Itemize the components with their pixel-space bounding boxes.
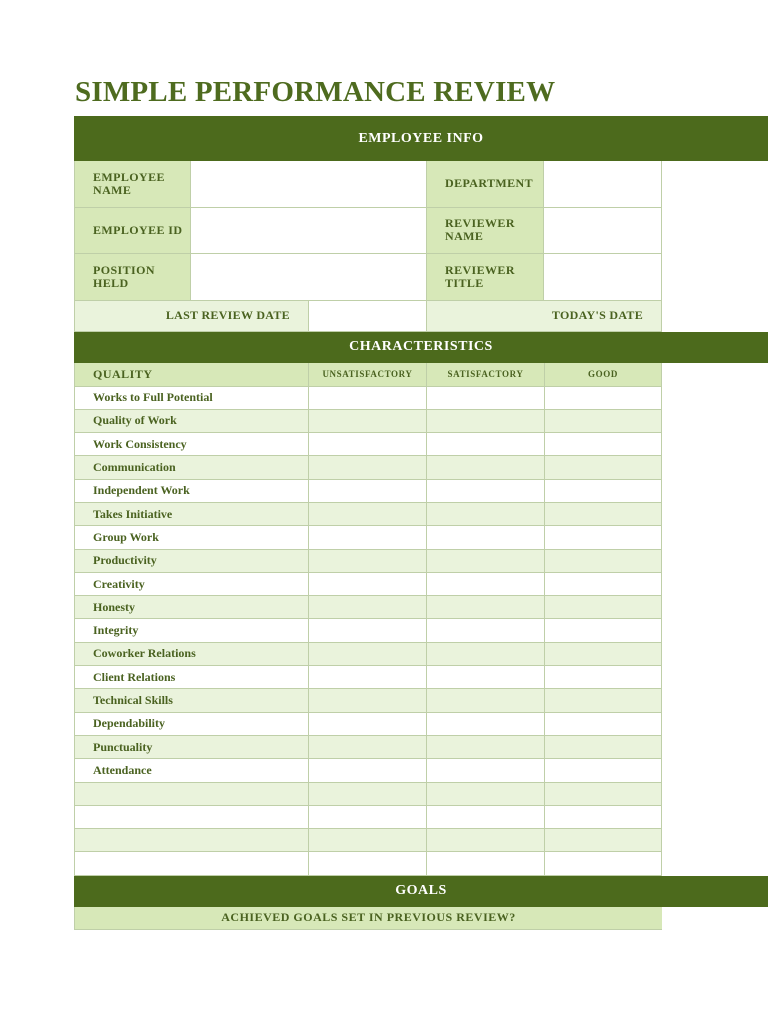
quality-row xyxy=(74,433,662,456)
quality-name: Takes Initiative xyxy=(74,503,309,526)
review-form xyxy=(74,116,662,930)
info-row-1 xyxy=(74,161,662,208)
characteristics-header: CHARACTERISTICS xyxy=(74,332,768,363)
column-quality: QUALITY xyxy=(74,363,309,387)
good-cell[interactable] xyxy=(545,456,662,479)
good-cell[interactable] xyxy=(545,852,662,875)
good-cell[interactable] xyxy=(545,433,662,456)
unsatisfactory-cell[interactable] xyxy=(309,666,427,689)
unsatisfactory-cell[interactable] xyxy=(309,433,427,456)
goals-subheader: ACHIEVED GOALS SET IN PREVIOUS REVIEW? xyxy=(74,907,662,930)
column-good: GOOD xyxy=(545,363,662,387)
quality-name xyxy=(74,783,309,806)
employee-id-field[interactable] xyxy=(191,208,427,255)
last-review-date-field[interactable] xyxy=(309,301,427,332)
satisfactory-cell[interactable] xyxy=(427,410,545,433)
employee-name-label: EMPLOYEE NAME xyxy=(74,161,191,208)
quality-name: Attendance xyxy=(74,759,309,782)
department-field[interactable] xyxy=(544,161,662,208)
employee-name-field[interactable] xyxy=(191,161,427,208)
quality-row xyxy=(74,550,662,573)
quality-row xyxy=(74,713,662,736)
quality-name: Group Work xyxy=(74,526,309,549)
good-cell[interactable] xyxy=(545,410,662,433)
position-held-label: POSITION HELD xyxy=(74,254,191,301)
satisfactory-cell[interactable] xyxy=(427,456,545,479)
unsatisfactory-cell[interactable] xyxy=(309,526,427,549)
satisfactory-cell[interactable] xyxy=(427,713,545,736)
quality-row xyxy=(74,689,662,712)
dates-row xyxy=(74,301,662,332)
unsatisfactory-cell[interactable] xyxy=(309,783,427,806)
good-cell[interactable] xyxy=(545,387,662,410)
department-label: DEPARTMENT xyxy=(427,161,544,208)
good-cell[interactable] xyxy=(545,526,662,549)
unsatisfactory-cell[interactable] xyxy=(309,596,427,619)
good-cell[interactable] xyxy=(545,503,662,526)
position-held-field[interactable] xyxy=(191,254,427,301)
quality-row xyxy=(74,619,662,642)
good-cell[interactable] xyxy=(545,806,662,829)
satisfactory-cell[interactable] xyxy=(427,783,545,806)
page-title: SIMPLE PERFORMANCE REVIEW xyxy=(75,76,556,108)
quality-name xyxy=(74,829,309,852)
good-cell[interactable] xyxy=(545,759,662,782)
unsatisfactory-cell[interactable] xyxy=(309,480,427,503)
employee-info-header: EMPLOYEE INFO xyxy=(74,116,768,161)
quality-row xyxy=(74,736,662,759)
satisfactory-cell[interactable] xyxy=(427,596,545,619)
quality-row xyxy=(74,806,662,829)
quality-name: Work Consistency xyxy=(74,433,309,456)
quality-name: Communication xyxy=(74,456,309,479)
todays-date-label: TODAY'S DATE xyxy=(427,301,662,332)
unsatisfactory-cell[interactable] xyxy=(309,829,427,852)
unsatisfactory-cell[interactable] xyxy=(309,806,427,829)
satisfactory-cell[interactable] xyxy=(427,573,545,596)
quality-name: Punctuality xyxy=(74,736,309,759)
unsatisfactory-cell[interactable] xyxy=(309,852,427,875)
quality-row xyxy=(74,573,662,596)
good-cell[interactable] xyxy=(545,783,662,806)
quality-name: Creativity xyxy=(74,573,309,596)
info-row-2 xyxy=(74,208,662,255)
good-cell[interactable] xyxy=(545,713,662,736)
satisfactory-cell[interactable] xyxy=(427,619,545,642)
satisfactory-cell[interactable] xyxy=(427,666,545,689)
satisfactory-cell[interactable] xyxy=(427,643,545,666)
unsatisfactory-cell[interactable] xyxy=(309,689,427,712)
good-cell[interactable] xyxy=(545,550,662,573)
unsatisfactory-cell[interactable] xyxy=(309,503,427,526)
characteristics-column-headers xyxy=(74,363,662,387)
quality-row xyxy=(74,643,662,666)
reviewer-name-field[interactable] xyxy=(544,208,662,255)
reviewer-title-label: REVIEWER TITLE xyxy=(427,254,544,301)
satisfactory-cell[interactable] xyxy=(427,480,545,503)
quality-row xyxy=(74,852,662,875)
good-cell[interactable] xyxy=(545,736,662,759)
quality-row xyxy=(74,503,662,526)
satisfactory-cell[interactable] xyxy=(427,433,545,456)
quality-name: Works to Full Potential xyxy=(74,387,309,410)
quality-row xyxy=(74,387,662,410)
unsatisfactory-cell[interactable] xyxy=(309,573,427,596)
quality-name: Honesty xyxy=(74,596,309,619)
satisfactory-cell[interactable] xyxy=(427,806,545,829)
satisfactory-cell[interactable] xyxy=(427,526,545,549)
unsatisfactory-cell[interactable] xyxy=(309,410,427,433)
reviewer-title-field[interactable] xyxy=(544,254,662,301)
last-review-date-label: LAST REVIEW DATE xyxy=(74,301,309,332)
good-cell[interactable] xyxy=(545,619,662,642)
unsatisfactory-cell[interactable] xyxy=(309,619,427,642)
satisfactory-cell[interactable] xyxy=(427,829,545,852)
unsatisfactory-cell[interactable] xyxy=(309,387,427,410)
unsatisfactory-cell[interactable] xyxy=(309,713,427,736)
quality-row xyxy=(74,526,662,549)
satisfactory-cell[interactable] xyxy=(427,387,545,410)
employee-id-label: EMPLOYEE ID xyxy=(74,208,191,255)
quality-name xyxy=(74,806,309,829)
quality-row xyxy=(74,783,662,806)
quality-name: Technical Skills xyxy=(74,689,309,712)
good-cell[interactable] xyxy=(545,666,662,689)
quality-row xyxy=(74,666,662,689)
satisfactory-cell[interactable] xyxy=(427,852,545,875)
reviewer-name-label: REVIEWER NAME xyxy=(427,208,544,255)
quality-row xyxy=(74,480,662,503)
quality-name: Quality of Work xyxy=(74,410,309,433)
good-cell[interactable] xyxy=(545,829,662,852)
unsatisfactory-cell[interactable] xyxy=(309,643,427,666)
satisfactory-cell[interactable] xyxy=(427,736,545,759)
quality-name: Integrity xyxy=(74,619,309,642)
satisfactory-cell[interactable] xyxy=(427,503,545,526)
quality-row xyxy=(74,829,662,852)
unsatisfactory-cell[interactable] xyxy=(309,550,427,573)
satisfactory-cell[interactable] xyxy=(427,689,545,712)
quality-name: Coworker Relations xyxy=(74,643,309,666)
quality-row xyxy=(74,456,662,479)
goals-header: GOALS xyxy=(74,876,768,907)
good-cell[interactable] xyxy=(545,596,662,619)
quality-row xyxy=(74,759,662,782)
unsatisfactory-cell[interactable] xyxy=(309,736,427,759)
quality-name: Productivity xyxy=(74,550,309,573)
unsatisfactory-cell[interactable] xyxy=(309,759,427,782)
quality-name: Dependability xyxy=(74,713,309,736)
column-unsatisfactory: UNSATISFACTORY xyxy=(309,363,427,387)
column-satisfactory: SATISFACTORY xyxy=(427,363,545,387)
good-cell[interactable] xyxy=(545,480,662,503)
quality-name xyxy=(74,852,309,875)
satisfactory-cell[interactable] xyxy=(427,759,545,782)
satisfactory-cell[interactable] xyxy=(427,550,545,573)
quality-row xyxy=(74,410,662,433)
quality-row xyxy=(74,596,662,619)
unsatisfactory-cell[interactable] xyxy=(309,456,427,479)
quality-name: Independent Work xyxy=(74,480,309,503)
good-cell[interactable] xyxy=(545,573,662,596)
quality-rows xyxy=(74,387,662,876)
good-cell[interactable] xyxy=(545,643,662,666)
info-row-3 xyxy=(74,254,662,301)
quality-name: Client Relations xyxy=(74,666,309,689)
good-cell[interactable] xyxy=(545,689,662,712)
